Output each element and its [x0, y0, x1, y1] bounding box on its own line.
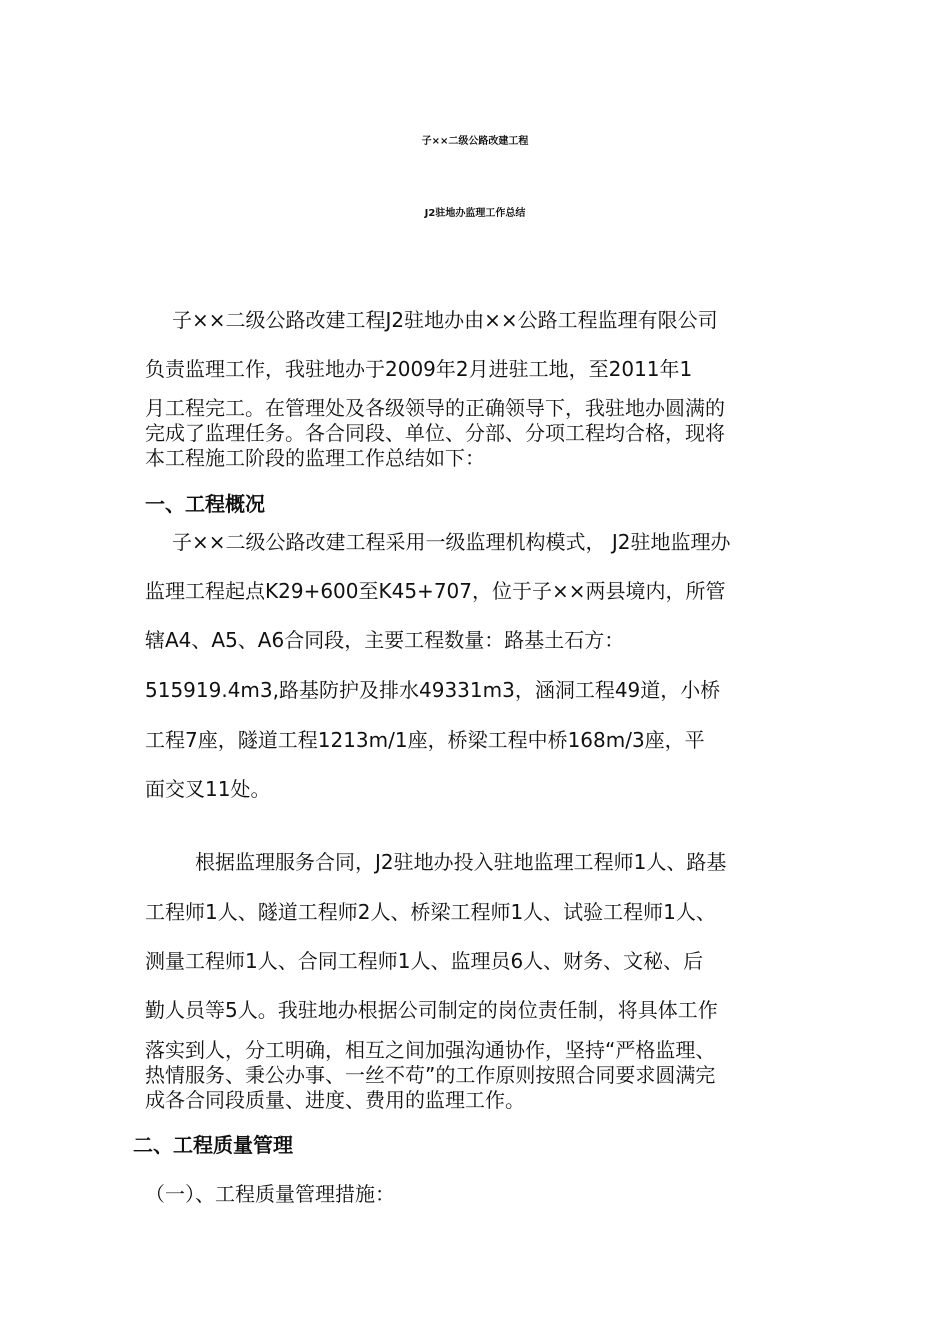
staffing-line: 落实到人，分工明确，相互之间加强沟通协作，坚持“严格监理、 — [145, 1038, 716, 1062]
section-heading: 一、工程概况 — [145, 492, 265, 516]
intro-line: 子××二级公路改建工程J2驻地办由××公路工程监理有限公司 — [172, 308, 718, 332]
overview-line: 辖A4、A5、A6合同段，主要工程数量：路基土石方： — [145, 628, 625, 652]
staffing-line: 测量工程师1人、合同工程师1人、监理员6人、财务、文秘、后 — [145, 949, 704, 973]
section-heading: 二、工程质量管理 — [133, 1133, 293, 1157]
overview-line: 监理工程起点K29+600至K45+707，位于子××两县境内，所管 — [145, 579, 726, 603]
intro-line: 负责监理工作，我驻地办于2009年2月进驻工地，至2011年1 — [145, 357, 693, 381]
staffing-line: 成各合同段质量、进度、费用的监理工作。 — [145, 1088, 525, 1112]
staffing-line: 工程师1人、隧道工程师2人、桥梁工程师1人、试验工程师1人、 — [145, 900, 716, 924]
intro-line: 月工程完工。在管理处及各级领导的正确领导下，我驻地办圆满的 — [145, 396, 725, 420]
overview-line: 面交叉11处。 — [145, 777, 271, 801]
staffing-line: 根据监理服务合同，J2驻地办投入驻地监理工程师1人、路基 — [195, 850, 727, 874]
overview-line: 子××二级公路改建工程采用一级监理机构模式， J2驻地监理办 — [172, 530, 731, 554]
overview-line: 工程7座，隧道工程1213m/1座，桥梁工程中桥168m/3座，平 — [145, 728, 705, 752]
overview-line: 515919.4m3,路基防护及排水49331m3，涵洞工程49道，小桥 — [145, 678, 721, 702]
subsection-heading: （一）、工程质量管理措施： — [145, 1182, 395, 1206]
document-subtitle: J2驻地办监理工作总结 — [424, 208, 526, 219]
document-title: 子××二级公路改建工程 — [421, 136, 529, 147]
staffing-line: 热情服务、秉公办事、一丝不苟”的工作原则按照合同要求圆满完 — [145, 1063, 716, 1087]
intro-line: 完成了监理任务。各合同段、单位、分部、分项工程均合格，现将 — [145, 421, 725, 445]
staffing-line: 勤人员等5人。我驻地办根据公司制定的岗位责任制，将具体工作 — [145, 998, 718, 1022]
intro-line: 本工程施工阶段的监理工作总结如下： — [145, 446, 485, 470]
